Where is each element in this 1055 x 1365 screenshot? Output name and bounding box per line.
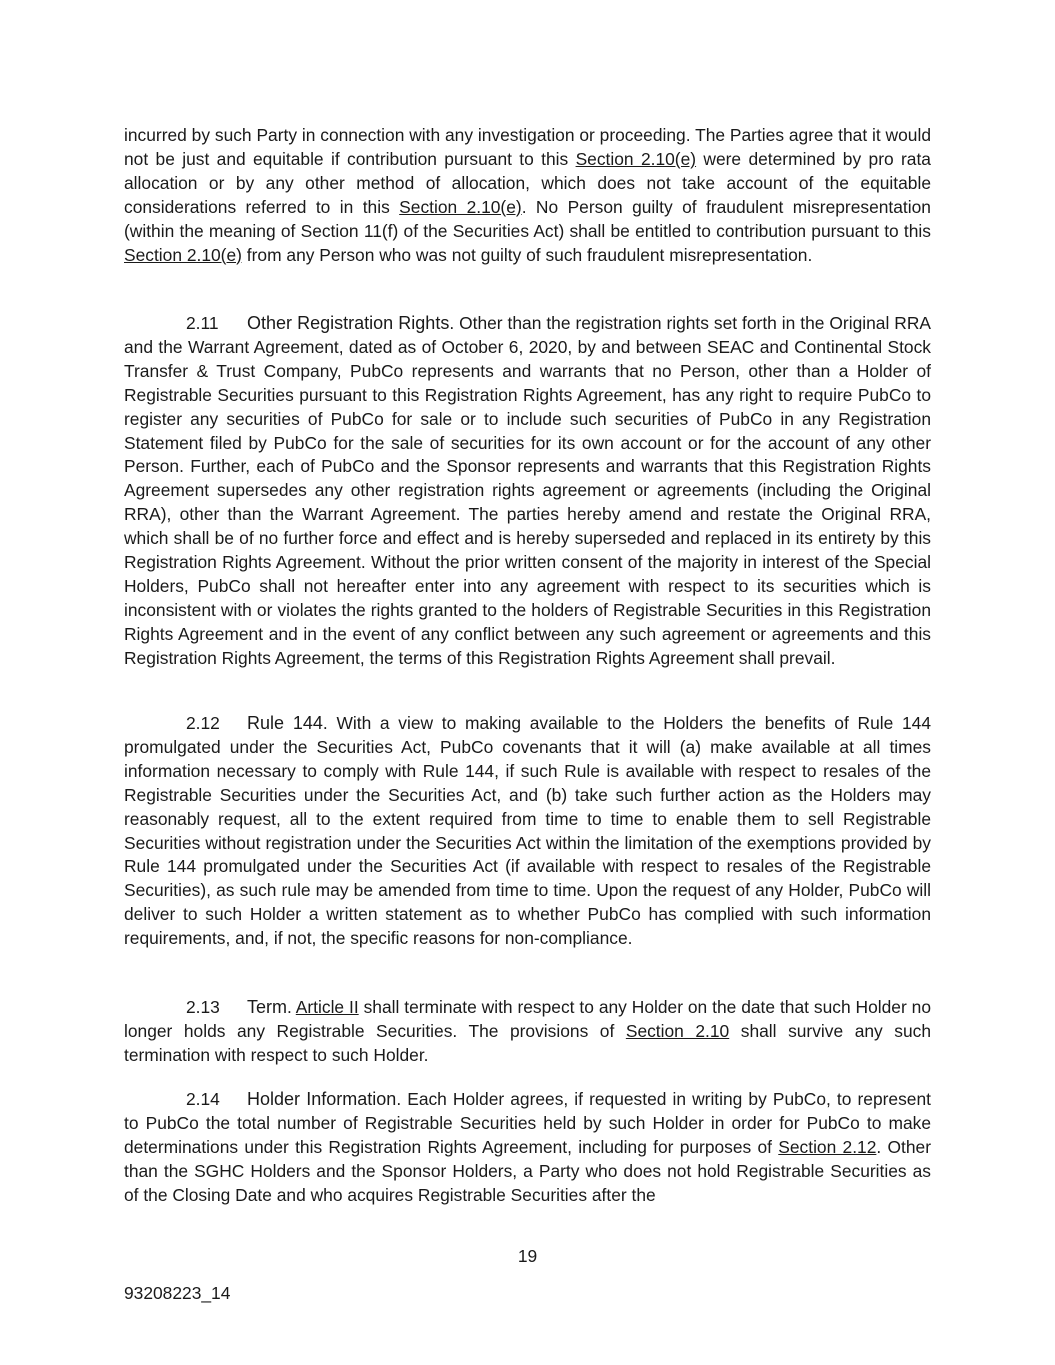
section-number: 2.12	[186, 713, 220, 733]
paragraph-text: from any Person who was not guilty of such fraudulent misrepresentation.	[241, 244, 813, 265]
section-heading: Term	[247, 997, 287, 1017]
article-reference: Article II	[295, 997, 359, 1017]
section-text: . Each Holder agrees, if requested in writing by PubCo, to represent to PubCo the total number of Registrable Securities held by such Holder in order for PubCo to make determinations under this Registration Rights Agreement, including for purposes of	[124, 1089, 931, 1157]
document-id: 93208223_14	[124, 1283, 231, 1303]
paragraph-text: . No Person guilty of fraudulent misrepresentation (within the meaning of Section 11(f) of the Securities Act) shall be entitled to contribution pursuant to this	[124, 196, 931, 241]
section-2-11	[124, 312, 931, 671]
section-heading: Rule 144	[247, 713, 323, 733]
paragraph-continuation	[124, 124, 931, 267]
section-text: shall survive any such termination with respect to such Holder.	[124, 1020, 931, 1065]
section-text: . Other than the SGHC Holders and the Sponsor Holders, a Party who does not hold Registrable Securities as of the Closing Date and who acquires Registrable Securities after the	[124, 1136, 931, 1205]
section-2-14	[124, 1088, 931, 1208]
section-heading: Holder Information	[247, 1089, 397, 1109]
section-text: . With a view to making available to the Holders the benefits of Rule 144 promulgated under the Securities Act, PubCo covenants that it will (a) make available at all times information necessary to comply with Rule 144, if such Rule is available with respect to resales of the Registrable Securities under the Securities Act, and (b) take such further action as the Holders may reasonably request, all to the extent required from time to time to enable them to sell Registrable Securities without registration under the Securities Act within the limitation of the exemptions provided by Rule 144 promulgated under the Securities Act (if available with respect to resales of the Registrable Securities), as such rule may be amended from time to time. Upon the request of any Holder, PubCo will deliver to such Holder a written statement as to whether PubCo has complied with such information requirements, and, if not, the specific reasons for non-compliance.	[124, 713, 931, 949]
section-heading: Other Registration Rights	[247, 313, 450, 333]
section-text: . Other than the registration rights set forth in the Original RRA and the Warrant Agreement, dated as of October 6, 2020, by and between SEAC and Continental Stock Transfer & Trust Company, PubCo represents and warrants that no Person, other than a Holder of Registrable Securities pursuant to this Registration Rights Agreement, has any right to require PubCo to register any securities of PubCo for sale or to include such securities of PubCo in any Registration Statement filed by PubCo for the sale of securities for its own account or for the account of any other Person. Further, each of PubCo and the Sponsor represents and warrants that this Registration Rights Agreement supersedes any other registration rights agreement or agreements (including the Original RRA), other than the Warrant Agreement. The parties hereby amend and restate the Original RRA, which shall be of no further force and effect and is hereby superseded and replaced in its entirety by this Registration Rights Agreement. Without the prior written consent of the majority in interest of the Special Holders, PubCo shall not hereafter enter into any agreement with respect to its securities which is inconsistent with or violates the rights granted to the holders of Registrable Securities in this Registration Rights Agreement and in the event of any conflict between any such agreement or agreements and this Registration Rights Agreement, the terms of this Registration Rights Agreement shall prevail.	[124, 313, 931, 668]
section-text: shall terminate with respect to any Holder on the date that such Holder no longer holds any Registrable Securities. The provisions of	[124, 997, 931, 1041]
section-number: 2.14	[186, 1089, 220, 1109]
section-reference: Section 2.10(e)	[399, 196, 522, 217]
paragraph-text: were determined by pro rata allocation or by any other method of allocation, which does not take account of the equitable considerations referred to in this	[124, 148, 931, 217]
section-number: 2.13	[186, 997, 220, 1017]
section-2-13	[124, 996, 931, 1068]
page-number: 19	[517, 1246, 538, 1266]
section-number: 2.11	[186, 313, 219, 333]
section-text: .	[287, 997, 296, 1017]
section-reference: Section 2.12	[778, 1136, 877, 1157]
section-reference: Section 2.10	[625, 1020, 730, 1041]
section-reference: Section 2.10(e)	[575, 148, 697, 169]
section-reference: Section 2.10(e)	[124, 244, 242, 265]
paragraph-text: incurred by such Party in connection with any investigation or proceeding. The Parties agree that it would not be just and equitable if contribution pursuant to this	[124, 125, 931, 169]
section-2-12	[124, 712, 931, 951]
